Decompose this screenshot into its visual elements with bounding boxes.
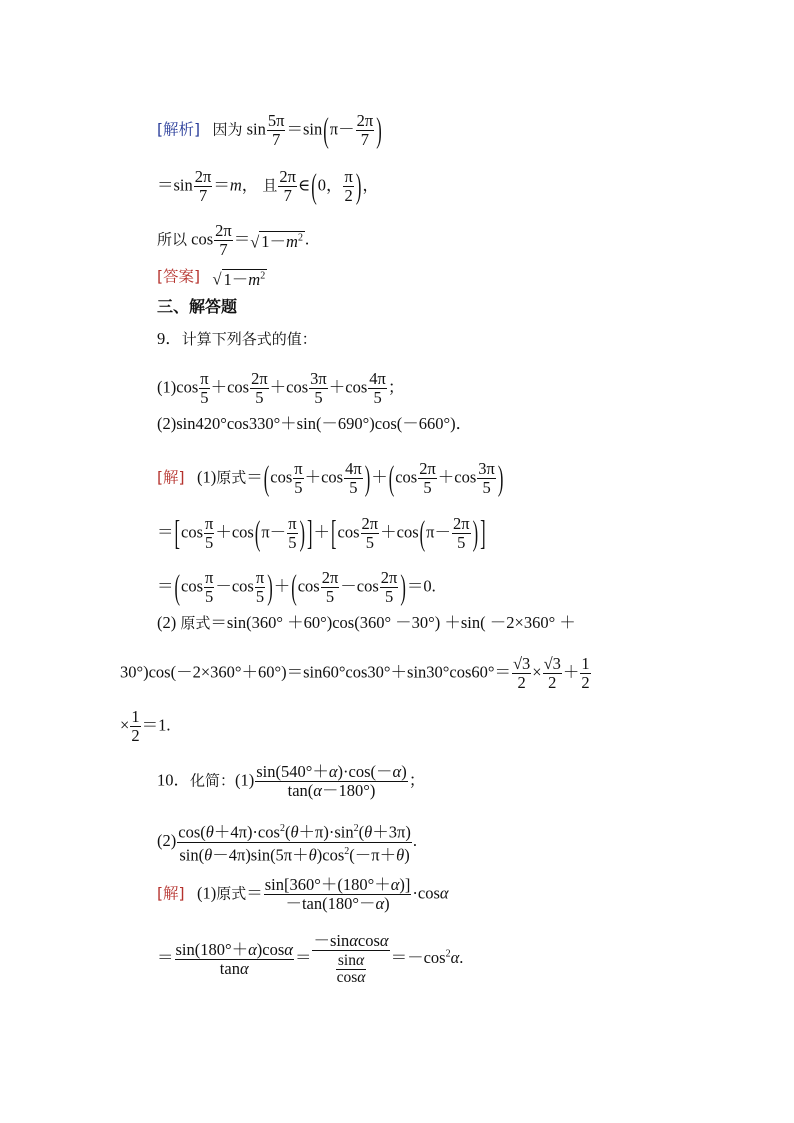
yuanshi-text-3: 原式: [216, 884, 247, 903]
so-text: 所以: [157, 230, 188, 249]
analysis-line-1: [解析] 因为 sin $\frac{5\pi}{7}$ ＝sin(π－ $\frac{2\pi}{7}$ ): [157, 109, 382, 150]
q9-number: 9．: [157, 329, 182, 348]
yuanshi-text: 原式: [216, 468, 247, 487]
answer-line: [答案] √ $1-m^2$: [157, 267, 266, 289]
q10-sol-line-1: [解] (1)原式＝ $\frac{\sin[360^\circ+(180^\circ+\alpha)]}{-\tan(180^\circ-\alpha)}$ ·cosα: [157, 875, 449, 913]
q9-sol-line-5: 30°)cos(－2×360°＋60°)＝sin60°cos30°＋sin30°cos60°＝ $\frac{√3}{2}$ × $\frac{√3}{2}$ ＋ $\frac{1}{2}$: [120, 654, 590, 692]
because-text: 因为: [212, 120, 243, 139]
q10-sol-line-2: ＝ $\frac{\sin(180^\circ+\alpha)\cos\alpha}{\tan\alpha}$ ＝ $\frac{-\sin\alpha\cos\alpha}{\frac{\sin\alpha}{\cos\alpha}}$ $=-\cos^2\alpha$.: [157, 931, 464, 986]
q9-prompt-text: 计算下列各式的值：: [181, 330, 317, 348]
q9-prompt: [157, 329, 317, 349]
q9-sol-line-4: (2) 原式＝sin(360° ＋60°)cos(360° －30°) ＋sin( －2×360° ＋: [157, 613, 576, 632]
analysis-tag: [解析]: [157, 120, 201, 139]
section-heading: 三、解答题: [157, 297, 238, 316]
q9-sol-line-2: ＝[cos $\frac{\pi}{5}$ ＋cos(π－ $\frac{\pi}{5}$ ) ]＋[cos $\frac{2\pi}{5}$ ＋cos(π－ $\frac{2\pi}{5}$ ) ]: [157, 512, 486, 553]
and-text: 且: [262, 176, 278, 195]
analysis-line-2: ＝sin $\frac{2\pi}{7}$ ＝m， 且 $\frac{2\pi}{7}$ ∈(0， $\frac{\pi}{2}$ )，: [157, 165, 379, 206]
q9-sol-line-1: [解] (1)原式＝(cos $\frac{\pi}{5}$ ＋cos $\frac{4\pi}{5}$ )＋(cos $\frac{2\pi}{5}$ ＋cos $\frac{3\pi}{5}$ ): [157, 457, 504, 498]
q10-part1: 10．化简：(1) $\frac{\sin(540^\circ+\alpha)\cdot\cos(-\alpha)}{\tan(\alpha-180^\circ)}$ ；: [157, 762, 426, 800]
q10-sol-tag: [解]: [157, 884, 185, 903]
q9-sol-line-6: × $\frac{1}{2}$ ＝1.: [120, 707, 171, 745]
q9-sol-tag: [解]: [157, 468, 185, 487]
q10-prompt-text: 化简：: [190, 771, 236, 790]
q10-part2: (2) $\frac{\cos(\theta+4\pi)\cdot\cos^2(\theta+\pi)\cdot\sin^2(\theta+3\pi)}{\sin(\theta-4\pi)\sin(5\pi+\theta)\cos^2(-\pi+\theta)}$ .: [157, 820, 417, 864]
answer-tag: [答案]: [157, 267, 201, 286]
q9-sol-line-3: ＝(cos $\frac{\pi}{5}$ －cos $\frac{\pi}{5}$ )＋(cos $\frac{2\pi}{5}$ －cos $\frac{2\pi}{5}$ )＝0.: [157, 566, 436, 607]
q10-number: 10．: [157, 770, 190, 790]
q9-part1: (1)cos $\frac{\pi}{5}$ ＋cos $\frac{2\pi}{5}$ ＋cos $\frac{3\pi}{5}$ ＋cos $\frac{4\pi}{5}$ ；: [157, 369, 405, 407]
analysis-line-3: 所以 cos $\frac{2\pi}{7}$ ＝√ $1-m^2$ .: [157, 221, 310, 259]
q9-part2: (2)sin420°cos330°＋sin(－690°)cos(－660°)．: [157, 414, 473, 433]
yuanshi-text-2: 原式: [180, 614, 211, 632]
